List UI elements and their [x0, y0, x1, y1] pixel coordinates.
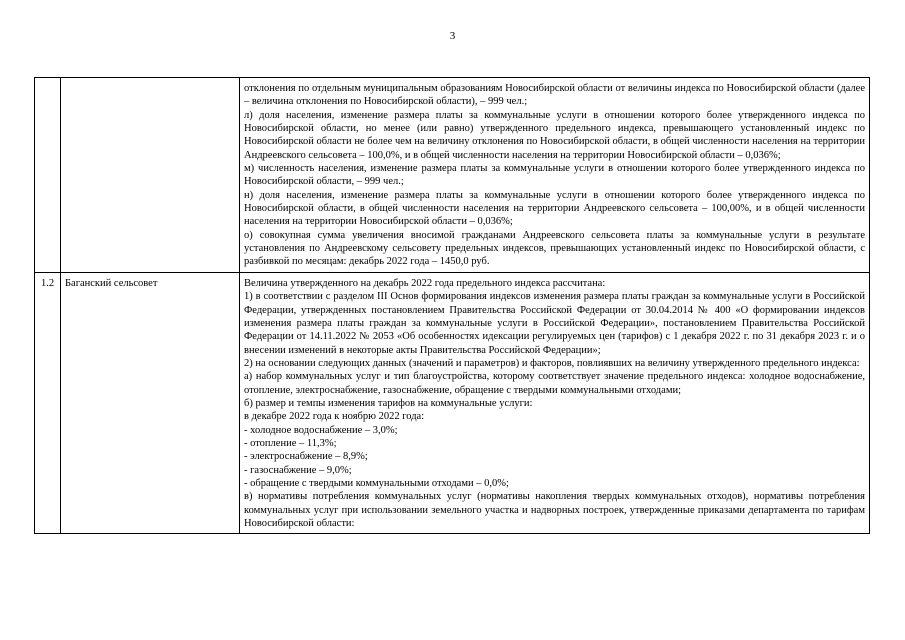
municipality-name [61, 78, 240, 273]
paragraph: в) нормативы потребления коммунальных услуг (нормативы накопления твердых коммунальных отходов), нормативы потребления коммунальных услуг при использовании земельного участка и надворных построек, утвержденные приказами департамента по тарифам Новосибирской области: [244, 491, 865, 529]
row-number: 1.2 [35, 272, 61, 534]
paragraph: м) численность населения, изменение размера платы за коммунальные услуги в отношении которого более утвержденного индекса по Новосибирской области, – 999 чел.; [244, 163, 865, 188]
paragraph: 1) в соответствии с разделом III Основ формирования индексов изменения размера платы граждан за коммунальные услуги в Российской Федерации, утвержденных постановлением Правительства Российской Федерации от 30.04.2014 № 400 «О формировании индексов изменения размера платы граждан за коммунальные услуги в Российской Федерации», постановлением Правительства Российской Федерации от 14.11.2022 № 2053 «Об особенностях идексации регулируемых цен (тарифов) с 1 декабря 2022 г. по 31 декабря 2023 г. и о внесении изменений в некоторые акты Правительства Российской Федерации»; [244, 291, 865, 356]
paragraph: - электроснабжение – 8,9%; [244, 451, 368, 463]
table-row [35, 78, 870, 273]
row-number [35, 78, 61, 273]
paragraph: о) совокупная сумма увеличения вносимой гражданами Андреевского сельсовета платы за коммунальные услуги в результате установления по Андреевскому сельсовету предельных индексов, превышающих установленный индекс по Новосибирской области, с разбивкой по месяцам: декабрь 2022 года – 1450,0 руб. [244, 229, 865, 268]
paragraph: а) набор коммунальных услуг и тип благоустройства, которому соответствует значение предельного индекса: холодное водоснабжение, отопление, электроснабжение, газоснабжение, обращение с твердыми коммунальными отходами; [244, 371, 865, 396]
document-table [34, 77, 870, 534]
table-row [35, 272, 870, 534]
paragraph: н) доля населения, изменение размера платы за коммунальные услуги в отношении которого более утвержденного индекса по Новосибирской области, в общей численности населения на территории Андреевского сельсовета – 100,00%, и в общей численности населения на территории Новосибирской области – 0,036%; [244, 189, 865, 228]
paragraph: отклонения по отдельным муниципальным образованиям Новосибирской области от величины индекса по Новосибирской области (далее – величина отклонения по Новосибирской области), – 999 чел.; [244, 83, 865, 108]
paragraph: - отопление – 11,3%; [244, 437, 337, 449]
paragraph: - газоснабжение – 9,0%; [244, 464, 352, 476]
paragraph: б) размер и темпы изменения тарифов на коммунальные услуги: [244, 397, 533, 409]
paragraph: в декабре 2022 года к ноябрю 2022 года: [244, 411, 425, 423]
row-description [240, 78, 870, 273]
paragraph: - холодное водоснабжение – 3,0%; [244, 424, 398, 436]
paragraph: Величина утвержденного на декабрь 2022 года предельного индекса рассчитана: [244, 277, 606, 289]
paragraph: 2) на основании следующих данных (значений и параметров) и факторов, повлиявших на величину утвержденного предельного индекса: [244, 357, 860, 369]
paragraph: - обращение с твердыми коммунальными отходами – 0,0%; [244, 477, 509, 489]
row-description [240, 272, 870, 534]
page-number: 3 [449, 30, 456, 42]
municipality-name: Баганский сельсовет [61, 272, 240, 534]
paragraph: л) доля населения, изменение размера платы за коммунальные услуги в отношении которого более утвержденного индекса по Новосибирской области, но менее (или равно) утвержденного предельного индекса, превышающего установленный индекс по Новосибирской области не более чем на величину отклонения по Новосибирской области, в общей численности населения на территории Андреевского сельсовета – 100,0%, и в общей численности населения на территории Новосибирской области – 0,036%; [244, 109, 865, 161]
